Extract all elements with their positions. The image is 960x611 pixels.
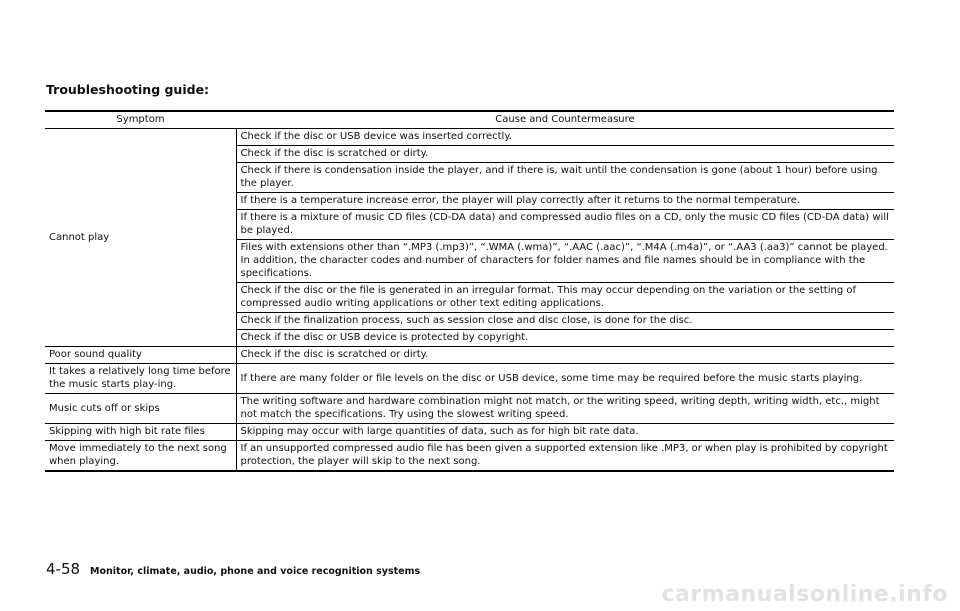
watermark-logo: carmanualsonline.info — [661, 582, 948, 607]
table-row — [45, 347, 894, 364]
cause-cell: If there is a temperature increase error, the player will play correctly after it returns to the normal temperature. — [236, 193, 894, 210]
header-cause: Cause and Countermeasure — [236, 111, 894, 129]
cause-cell: Check if the disc or the file is generated in an irregular format. This may occur depending on the variation or the setting of compressed audio writing applications or other text editing applications. — [236, 283, 894, 313]
page-heading: Troubleshooting guide: — [46, 82, 210, 97]
header-symptom: Symptom — [45, 111, 236, 129]
cause-cell: If there are many folder or file levels on the disc or USB device, some time may be required before the music starts playing. — [236, 364, 894, 394]
symptom-cell: It takes a relatively long time before the music starts play-ing. — [45, 364, 236, 394]
symptom-cell: Move immediately to the next song when playing. — [45, 441, 236, 472]
cause-cell: If there is a mixture of music CD files (CD-DA data) and compressed audio files on a CD, only the music CD files (CD-DA data) will be played. — [236, 210, 894, 240]
table-row — [45, 441, 894, 472]
cause-cell: Check if the disc is scratched or dirty. — [236, 347, 894, 364]
symptom-cell: Cannot play — [45, 129, 236, 347]
symptom-cell: Skipping with high bit rate files — [45, 424, 236, 441]
cause-cell: Check if there is condensation inside the player, and if there is, wait until the condensation is gone (about 1 hour) before using the player. — [236, 163, 894, 193]
table-row — [45, 129, 894, 146]
table-row — [45, 394, 894, 424]
table-row — [45, 424, 894, 441]
table-header-row — [45, 111, 894, 129]
troubleshooting-table — [45, 110, 894, 472]
symptom-cell: Music cuts off or skips — [45, 394, 236, 424]
page-number: 4-58 — [46, 560, 81, 578]
table-row — [45, 364, 894, 394]
cause-cell: If an unsupported compressed audio file has been given a supported extension like .MP3, or when play is prohibited by copyright protection, the player will skip to the next song. — [236, 441, 894, 472]
page-footer — [46, 560, 420, 578]
cause-cell: Check if the disc or USB device was inserted correctly. — [236, 129, 894, 146]
section-title: Monitor, climate, audio, phone and voice recognition systems — [90, 566, 421, 577]
cause-cell: Check if the disc or USB device is protected by copyright. — [236, 330, 894, 347]
cause-cell: The writing software and hardware combination might not match, or the writing speed, writing depth, writing width, etc., might not match the specifications. Try using the slowest writing speed. — [236, 394, 894, 424]
cause-cell: Skipping may occur with large quantities of data, such as for high bit rate data. — [236, 424, 894, 441]
cause-cell: Check if the finalization process, such as session close and disc close, is done for the disc. — [236, 313, 894, 330]
cause-cell: Files with extensions other than “.MP3 (.mp3)”, “.WMA (.wma)”, “.AAC (.aac)”, “.M4A (.m4a)”, or “.AA3 (.aa3)” cannot be played. In addition, the character codes and number of characters for folder names and file names should be in compliance with the specifications. — [236, 240, 894, 283]
cause-cell: Check if the disc is scratched or dirty. — [236, 146, 894, 163]
symptom-cell: Poor sound quality — [45, 347, 236, 364]
